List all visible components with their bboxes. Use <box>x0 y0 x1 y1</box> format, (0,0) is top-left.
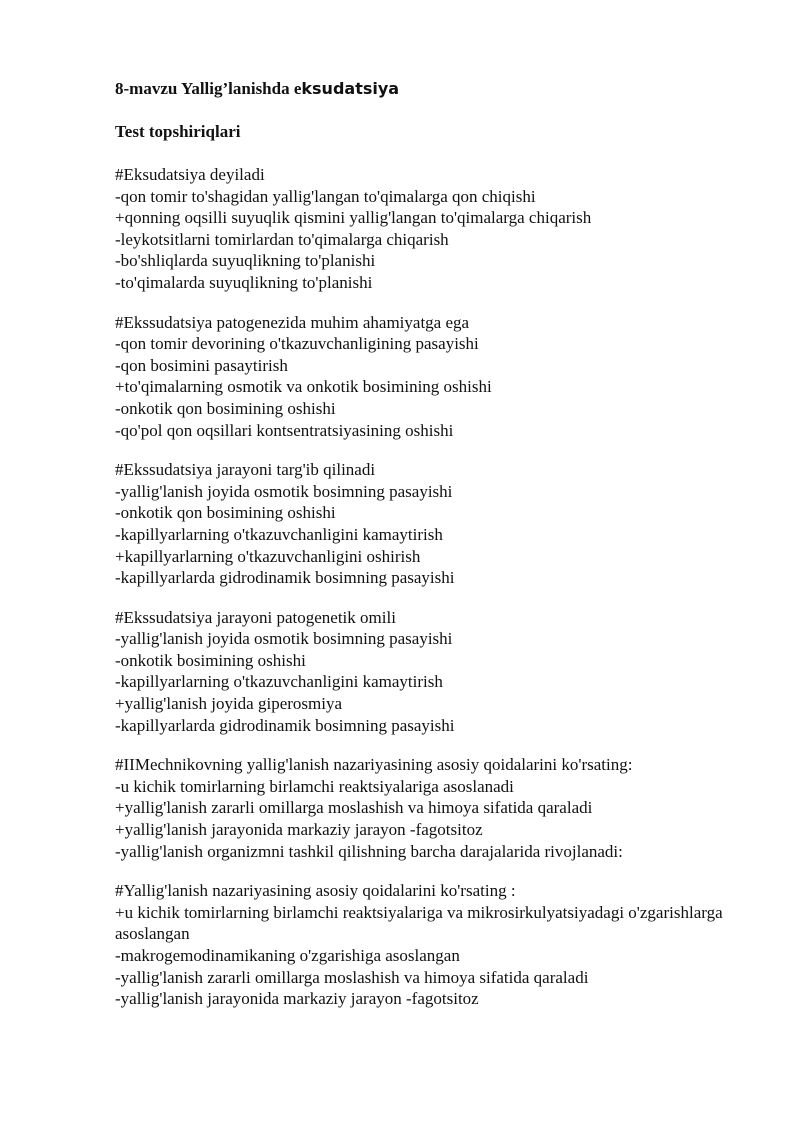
answer-option: -qon bosimini pasaytirish <box>115 355 288 375</box>
question-stem: #Ekssudatsiya jarayoni targ'ib qilinadi <box>115 460 376 480</box>
answer-option: -kapillyarlarda gidrodinamik bosimning pasayishi <box>115 568 455 588</box>
answer-option: -qo'pol qon oqsillari kontsentratsiyasining oshishi <box>115 420 454 440</box>
answer-option: -yallig'lanish joyida osmotik bosimning pasayishi <box>115 481 453 501</box>
answer-option-correct: +yallig'lanish jarayonida markaziy jarayon -fagotsitoz <box>115 820 483 840</box>
answer-option: -kapillyarlarda gidrodinamik bosimning pasayishi <box>115 715 455 735</box>
answer-option: -qon tomir to'shagidan yallig'langan to'qimalarga qon chiqishi <box>115 186 536 206</box>
answer-option-correct: +to'qimalarning osmotik va onkotik bosimining oshishi <box>115 377 492 397</box>
answer-option: -yallig'lanish zararli omillarga moslashish va himoya sifatida qaraladi <box>115 967 589 987</box>
answer-option: -onkotik bosimining oshishi <box>115 650 306 670</box>
question-stem: #Yallig'lanish nazariyasining asosiy qoidalarini ko'rsating : <box>115 881 516 901</box>
answer-option: -u kichik tomirlarning birlamchi reaktsiyalariga asoslanadi <box>115 776 514 796</box>
question-stem: #Eksudatsiya deyiladi <box>115 165 265 184</box>
answer-option: -leykotsitlarni tomirlardan to'qimalarga chiqarish <box>115 229 449 249</box>
answer-option-correct: +yallig'lanish joyida giperosmiya <box>115 694 343 714</box>
question-stem: #IIMechnikovning yallig'lanish nazariyasining asosiy qoidalarini ko'rsating: <box>115 755 633 775</box>
answer-option-correct: +qonning oqsilli suyuqlik qismini yallig'langan to'qimalarga chiqarish <box>115 208 592 228</box>
question-list <box>115 164 755 1010</box>
question-block <box>115 880 755 1010</box>
answer-option-correct: +kapillyarlarning o'tkazuvchanligini oshirish <box>115 546 421 566</box>
answer-option-correct: +yallig'lanish zararli omillarga moslashish va himoya sifatida qaraladi <box>115 798 593 818</box>
question-block <box>115 459 755 589</box>
answer-option: -yallig'lanish organizmni tashkil qilishning barcha darajalarida rivojlanadi: <box>115 841 623 861</box>
document-subtitle: Test topshiriqlari <box>115 122 241 141</box>
title-suffix: ksudatsiya <box>301 79 400 98</box>
document-title <box>115 76 755 102</box>
answer-option: -kapillyarlarning o'tkazuvchanligini kamaytirish <box>115 524 443 544</box>
question-block <box>115 312 755 442</box>
question-block <box>115 607 755 737</box>
answer-option: -qon tomir devorining o'tkazuvchanligining pasayishi <box>115 334 479 354</box>
answer-option: -bo'shliqlarda suyuqlikning to'planishi <box>115 251 376 271</box>
question-block <box>115 164 755 294</box>
answer-option: -to'qimalarda suyuqlikning to'planishi <box>115 272 373 292</box>
question-stem: #Ekssudatsiya jarayoni patogenetik omili <box>115 607 396 627</box>
answer-option: -onkotik qon bosimining oshishi <box>115 398 336 418</box>
question-block <box>115 754 755 862</box>
answer-option: -yallig'lanish joyida osmotik bosimning pasayishi <box>115 629 453 649</box>
answer-option: -yallig'lanish jarayonida markaziy jarayon -fagotsitoz <box>115 989 479 1009</box>
answer-option-correct: +u kichik tomirlarning birlamchi reaktsiyalariga va mikrosirkulyatsiyadagi o'zgarishlarga asoslangan <box>115 902 723 944</box>
answer-option: -makrogemodinamikaning o'zgarishiga asoslangan <box>115 946 460 965</box>
document-page <box>115 76 755 1010</box>
answer-option: -kapillyarlarning o'tkazuvchanligini kamaytirish <box>115 672 443 692</box>
answer-option: -onkotik qon bosimining oshishi <box>115 503 336 523</box>
question-stem: #Ekssudatsiya patogenezida muhim ahamiyatga ega <box>115 312 470 332</box>
title-main: 8-mavzu Yallig’lanishda e <box>115 79 302 98</box>
